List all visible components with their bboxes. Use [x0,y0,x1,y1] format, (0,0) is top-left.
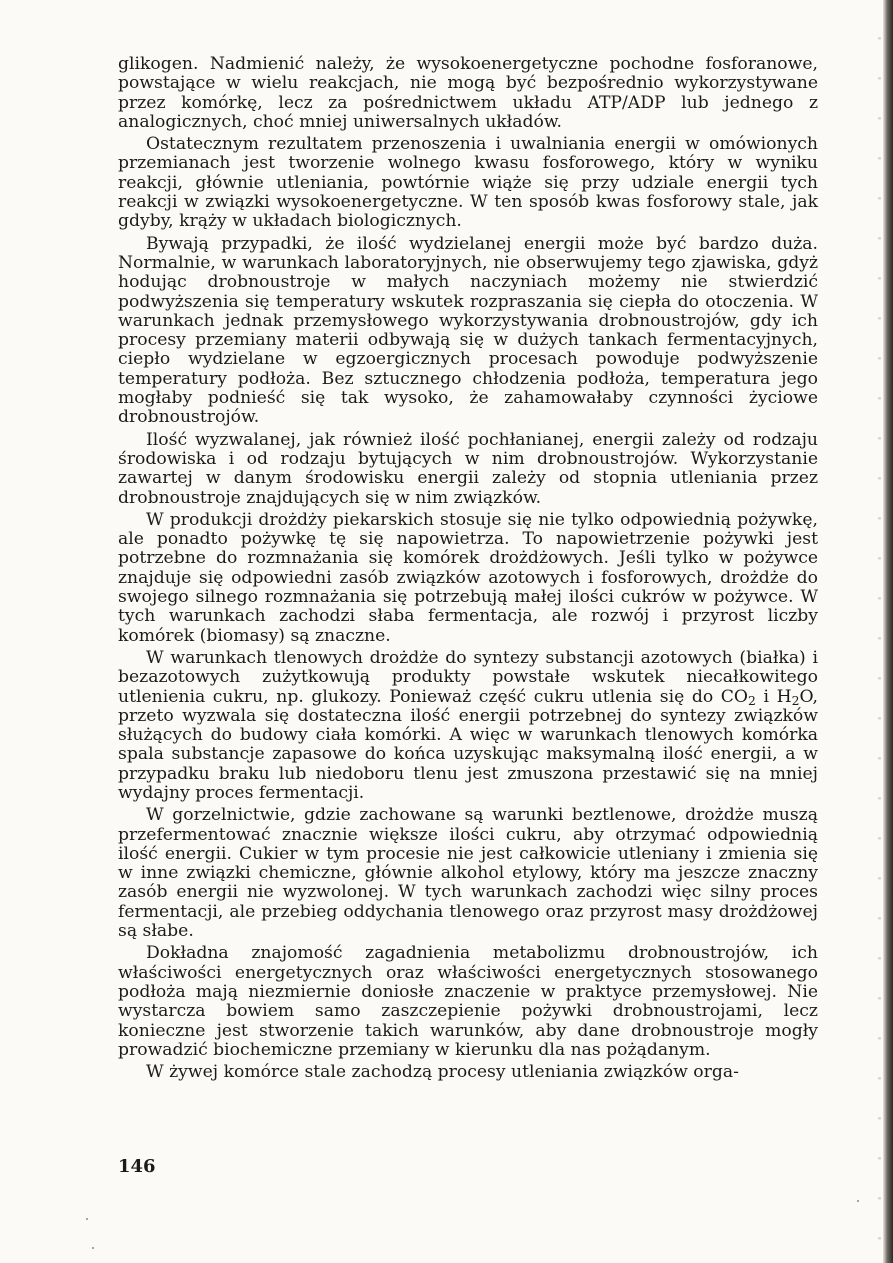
page-number: 146 [118,1156,156,1177]
aerobic-text-part-3: O, przeto wyzwala się dostateczna ilość energii potrzebnej do syntezy związków służących do budowy ciała komórki. A więc w warunkach tlenowych komórka spala substancje zapasowe do końca uzyskując maksymalną ilość energii, a w przypadku braku lub niedoboru tlenu jest zmuszona przestawić się na mniej wydajny proces fermentacji. [118,686,819,803]
body-text [118,55,818,1085]
aerobic-text-part-1: W warunkach tlenowych drożdże do syntezy substancji azotowych (białka) i bezazotowych zużytkowują produkty powstałe wskutek niecałkowitego utlenienia cukru, np. glukozy. Ponieważ część cukru utlenia się do CO [118,647,818,707]
scan-speck [86,1218,88,1220]
paragraph-continuation: glikogen. Nadmienić należy, że wysokoenergetyczne pochodne fosforanowe, powstające w wielu reakcjach, nie mogą być bezpośrednio wykorzystywane przez komórkę, lecz za pośrednictwem układu ATP/ADP lub jednego z analogicznych, choć mniej uniwersalnych układów. [118,54,818,132]
binding-edge [883,0,893,1263]
aerobic-text-part-2: i H [755,686,792,707]
paragraph-energy-environment: Ilość wyzwalanej, jak również ilość pochłanianej, energii zależy od rodzaju środowiska i od rodzaju bytujących w nim drobnoustrojów. Wykorzystanie zawartej w danym środowisku energii zależy od stopnia utleniania przez drobnoustroje znajdujących się w nim związków. [118,429,818,508]
paragraph-bakers-yeast: W produkcji drożdży piekarskich stosuje się nie tylko odpowiednią pożywkę, ale ponadto pożywkę tę się napowietrza. To napowietrzenie pożywki jest potrzebne do rozmnażania się komórek drożdżowych. Jeśli tylko w pożywce znajduje się odpowiedni zasób związków azotowych i fosforowych, drożdże do swojego silnego rozmnażania się potrzebują małej ilości cukrów w pożywce. W tych warunkach zachodzi słaba fermentacja, ale rozwój i przyrost liczby komórek (biomasy) są znaczne. [118,509,818,646]
paragraph-distilling: W gorzelnictwie, gdzie zachowane są warunki beztlenowe, drożdże muszą przefermentować znacznie większe ilości cukru, aby otrzymać odpowiednią ilość energii. Cukier w tym procesie nie jest całkowicie utleniany i zmienia się w inne związki chemiczne, głównie alkohol etylowy, który ma jeszcze znaczny zasób energii nie wyzwolonej. W tych warunkach zachodzi więc silny proces fermentacji, ale przebieg oddychania tlenowego oraz przyrost masy drożdżowej są słabe. [118,805,818,942]
paragraph-energy-transfer-result: Ostatecznym rezultatem przenoszenia i uwalniania energii w omówionych przemianach jest tworzenie wolnego kwasu fosforowego, który w wyniku reakcji, głównie utleniania, powtórnie wiąże się przy udziale energii tych reakcji w związki wysokoenergetyczne. W ten sposób kwas fosforowy stale, jak gdyby, krąży w układach biologicznych. [118,134,818,232]
co2-subscript: 2 [748,693,756,708]
scan-speck [857,1200,859,1202]
paragraph-metabolism-knowledge: Dokładna znajomość zagadnienia metabolizmu drobnoustrojów, ich właściwości energetycznych oraz właściwości energetycznych stosowanego podłoża mają niezmiernie doniosłe znaczenie w praktyce przemysłowej. Nie wystarcza bowiem samo zaszczepienie pożywki drobnoustrojami, lecz konieczne jest stworzenie takich warunków, aby dane drobnoustroje mogły prowadzić biochemiczne przemiany w kierunku dla nas pożądanym. [118,943,818,1060]
paragraph-oxidation-processes: W żywej komórce stale zachodzą procesy utleniania związków orga- [146,1062,739,1083]
h2o-subscript: 2 [791,693,800,708]
binding-shadow-specks [878,0,881,1263]
paragraph-aerobic-conditions [118,649,818,803]
scan-speck [92,1247,94,1249]
paragraph-heat-release: Bywają przypadki, że ilość wydzielanej energii może być bardzo duża. Normalnie, w warunkach laboratoryjnych, nie obserwujemy tego zjawiska, gdyż hodując drobnoustroje w małych naczyniach możemy nie stwierdzić podwyższenia się temperatury wskutek rozpraszania się ciepła do otoczenia. W warunkach jednak przemysłowego wykorzystywania drobnoustrojów, gdy ich procesy przemiany materii odbywają się w dużych tankach fermentacyjnych, ciepło wydzielane w egzoergicznych procesach powoduje podwyższenie temperatury podłoża. Bez sztucznego chłodzenia podłoża, temperatura jego mogłaby podnieść się tak wysoko, że zahamowałaby czynności życiowe drobnoustrojów. [118,233,818,428]
